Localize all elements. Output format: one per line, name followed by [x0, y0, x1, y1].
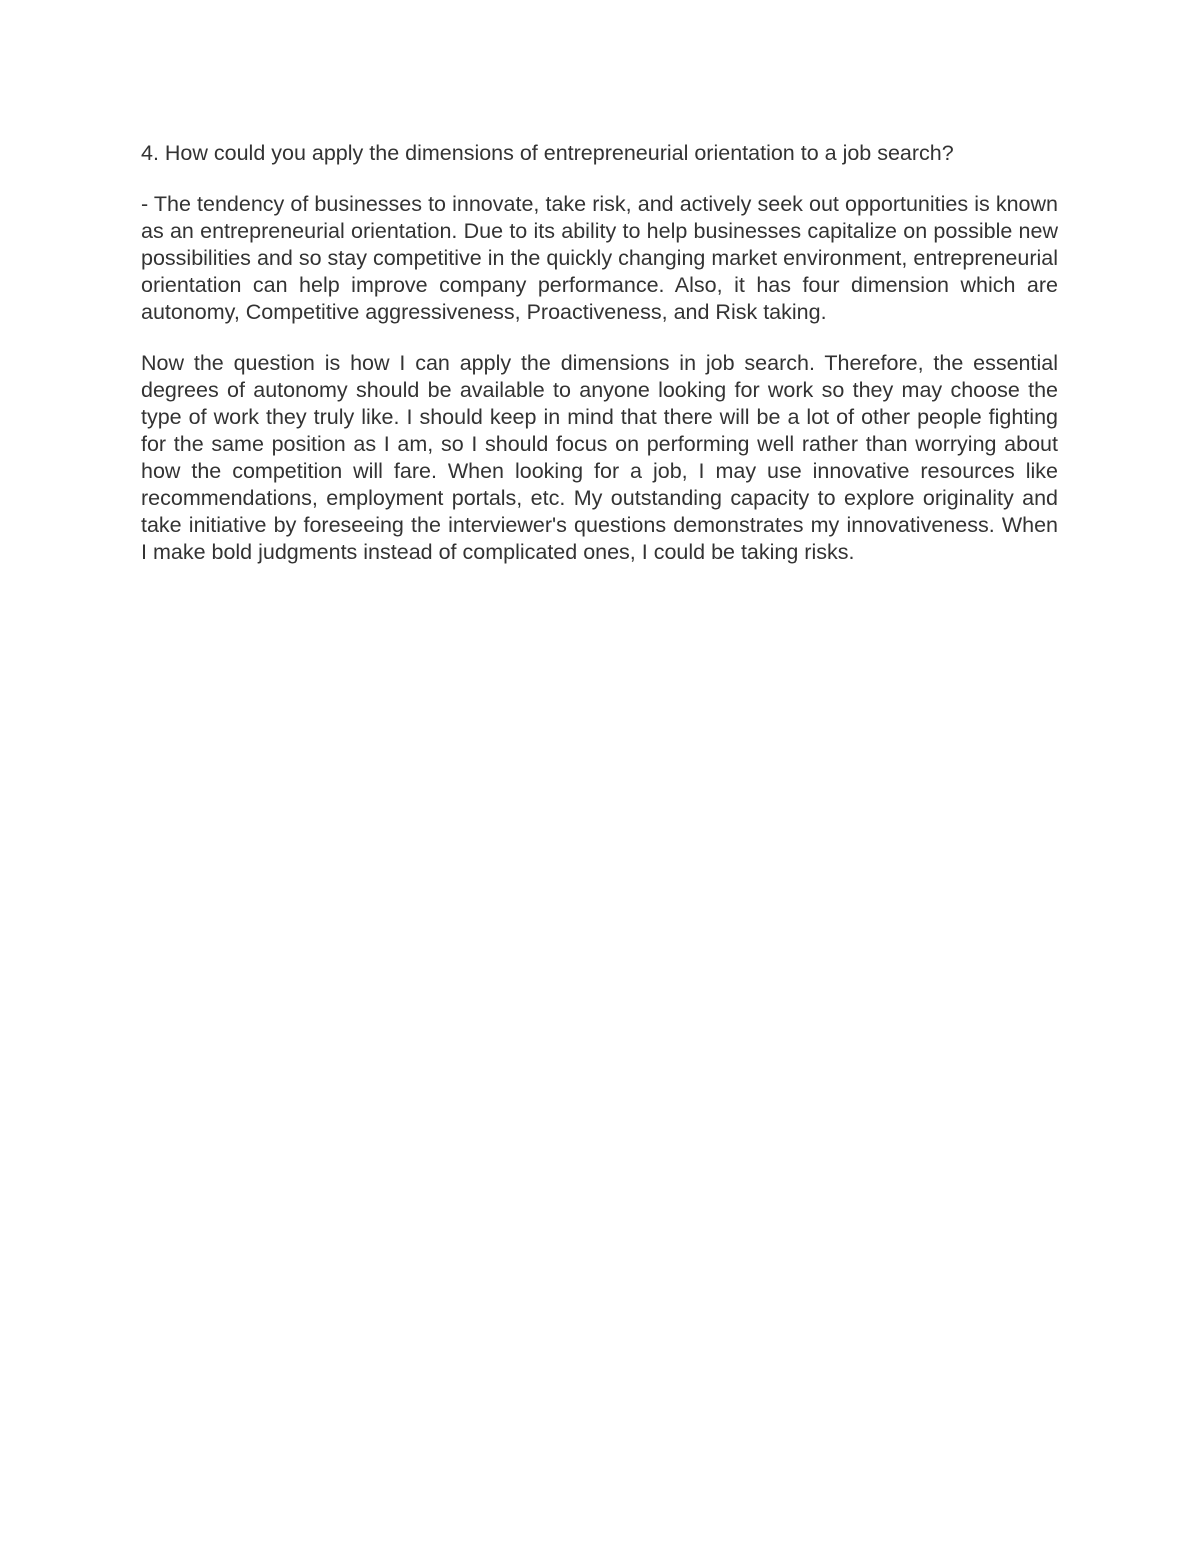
answer-paragraph-1: - The tendency of businesses to innovate, take risk, and actively seek out opportunities is known as an entrepreneurial orientation. Due to its ability to help businesses capitalize on possible new possibilities and so stay competitive in the quickly changing market environment, entrepreneurial orientation can help improve company performance. Also, it has four dimension which are autonomy, Competitive aggressiveness, Proactiveness, and Risk taking. — [141, 192, 1058, 324]
answer-paragraph-2: Now the question is how I can apply the dimensions in job search. Therefore, the essential degrees of autonomy should be available to anyone looking for work so they may choose the type of work they truly like. I should keep in mind that there will be a lot of other people fighting for the same position as I am, so I should focus on performing well rather than worrying about how the competition will fare. When looking for a job, I may use innovative resources like recommendations, employment portals, etc. My outstanding capacity to explore originality and take initiative by foreseeing the interviewer's questions demonstrates my innovativeness. When I make bold judgments instead of complicated ones, I could be taking risks. — [141, 351, 1058, 564]
question-heading: 4. How could you apply the dimensions of entrepreneurial orientation to a job search? — [141, 141, 954, 165]
document-body — [141, 140, 1058, 590]
